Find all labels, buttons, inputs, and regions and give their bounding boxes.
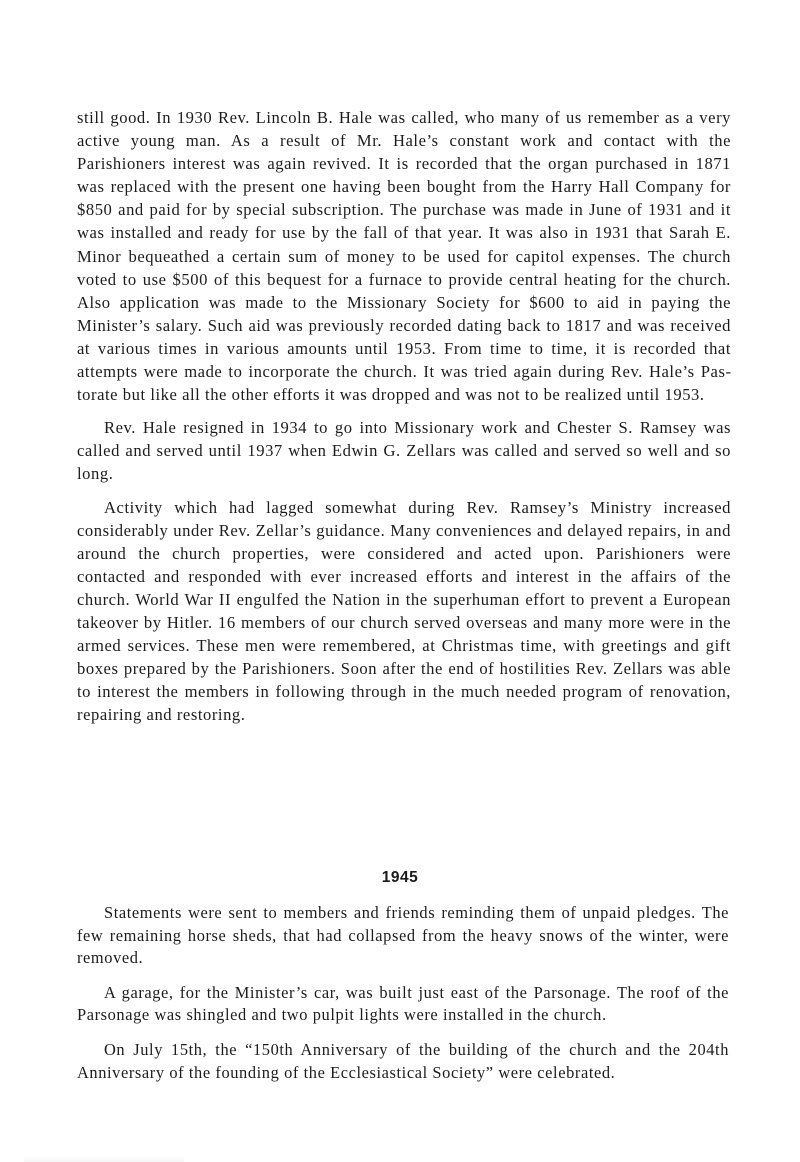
section-heading-year: 1945 xyxy=(381,869,419,886)
history-section-1930s xyxy=(77,106,731,726)
paragraph-ramsey-zellars: Rev. Hale resigned in 1934 to go into Missionary work and Chester S. Ramsey was called and served until 1937 when Edwin G. Zellars was called and served so well and so long. xyxy=(77,418,731,484)
paragraph-garage-parsonage: A garage, for the Minister’s car, was built just east of the Parsonage. The roof of the Parsonage was shingled and two pulpit lights were installed in the church. xyxy=(77,982,729,1025)
paragraph-anniversary: On July 15th, the “150th Anniversary of the building of the church and the 204th Anniversary of the founding of the Ecclesiastical Society” were celebrated. xyxy=(77,1039,729,1082)
paragraph-statements-horse-sheds: Statements were sent to members and friends reminding them of unpaid pledges. The few remaining horse sheds, that had collapsed from the heavy snows of the winter, were removed. xyxy=(77,903,729,968)
paragraph-hale-pastorate: still good. In 1930 Rev. Lincoln B. Hale was called, who many of us remember as a very active young man. As a result of Mr. Hale’s constant work and contact with the Parishioners interest was again revived. It is recorded that the organ purchased in 1871 was replaced with the present one having been bought from the Harry Hall Company for $850 and paid for by special subscription. The purchase was made in June of 1931 and it was installed and ready for use by the fall of that year. It was also in 1931 that Sarah E. Minor bequeathed a certain sum of money to be used for capitol expenses. The church voted to use $500 of this bequest for a furnace to provide central heating for the church. Also application was made to the Missionary Society for $600 to aid in paying the Minister’s salary. Such aid was previously recorded dating back to 1817 and was received at various times in various amounts until 1953. From time to time, it is recorded that attempts were made to incorporate the church. It was tried again during Rev. Hale’s Pastorate but like all the other efforts it was dropped and was not to be realized until 1953. xyxy=(77,108,731,405)
paragraph-wartime-activity: Activity which had lagged somewhat during Rev. Ramsey’s Ministry increased considerably under Rev. Zellar’s guidance. Many conveniences and delayed repairs, in and around the church properties, were considered and acted upon. Parishioners were contacted and responded with ever increased efforts and interest in the affairs of the church. World War II engulfed the Nation in the superhuman effort to prevent a European takeover by Hitler. 16 members of our church served overseas and many more were in the armed services. These men were remembered, at Christmas time, with greetings and gift boxes prepared by the Parishioners. Soon after the end of hostilities Rev. Zellars was able to interest the members in following through in the much needed program of renovation, repairing and restoring. xyxy=(77,497,731,725)
scan-edge-shadow xyxy=(24,1156,184,1162)
history-section-1945 xyxy=(77,902,729,1084)
